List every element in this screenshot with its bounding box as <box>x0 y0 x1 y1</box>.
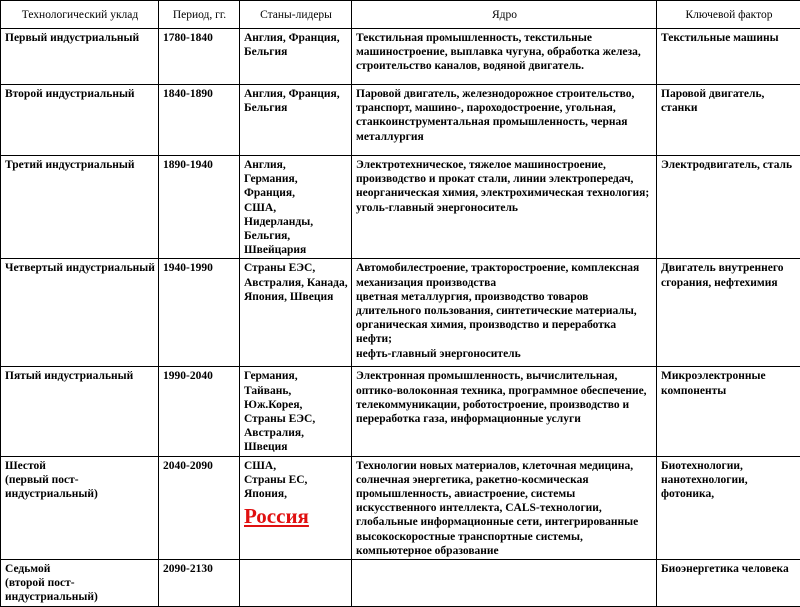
mode-core: Электронная промышленность, вычислительная, оптико-волоконная техника, программное обеспечение, телекоммуникации, роботостроение, производство и переработка газа, информационные услуги <box>352 367 657 456</box>
mode-name: Седьмой (второй пост- индустриальный) <box>1 560 159 607</box>
mode-name: Четвертый индустриальный <box>1 259 159 367</box>
header-leaders: Станы-лидеры <box>240 1 352 29</box>
table-header-row <box>1 1 800 29</box>
mode-period: 1940-1990 <box>159 259 240 367</box>
mode-leaders: Страны ЕЭС, Австралия, Канада, Япония, Швеция <box>240 259 352 367</box>
mode-name: Пятый индустриальный <box>1 367 159 456</box>
mode-period: 1840-1890 <box>159 85 240 156</box>
highlighted-country: Россия <box>244 503 309 529</box>
mode-core: Текстильная промышленность, текстильные машиностроение, выплавка чугуна, обработка железа, строительство каналов, водяной двигатель. <box>352 29 657 85</box>
header-core: Ядро <box>352 1 657 29</box>
mode-core: Электротехническое, тяжелое машиностроение, производство и прокат стали, линии электропередач, неорганическая химия, электрохимическая технология; уголь-главный энергоноситель <box>352 156 657 259</box>
table-row <box>1 156 800 259</box>
mode-key-factor: Паровой двигатель, станки <box>657 85 800 156</box>
mode-period: 2090-2130 <box>159 560 240 607</box>
mode-leaders-cell <box>240 456 352 559</box>
table-row <box>1 367 800 456</box>
header-mode: Технологический уклад <box>1 1 159 29</box>
mode-period: 2040-2090 <box>159 456 240 559</box>
header-key-factor: Ключевой фактор <box>657 1 800 29</box>
header-period: Период, гг. <box>159 1 240 29</box>
mode-period: 1990-2040 <box>159 367 240 456</box>
mode-leaders <box>240 560 352 607</box>
mode-leaders: Германия, Тайвань, Юж.Корея, Страны ЕЭС, Австралия, Швеция <box>240 367 352 456</box>
table-row <box>1 560 800 607</box>
mode-core <box>352 560 657 607</box>
table-row <box>1 29 800 85</box>
table-row <box>1 456 800 559</box>
table-row <box>1 259 800 367</box>
mode-name: Второй индустриальный <box>1 85 159 156</box>
table-row <box>1 85 800 156</box>
mode-core: Паровой двигатель, железнодорожное строительство, транспорт, машино-, пароходостроение, угольная, станкоинструментальная промышленность, черная металлургия <box>352 85 657 156</box>
mode-name: Первый индустриальный <box>1 29 159 85</box>
mode-name: Шестой (первый пост- индустриальный) <box>1 456 159 559</box>
mode-leaders: Англия, Франция, Бельгия <box>240 85 352 156</box>
mode-period: 1890-1940 <box>159 156 240 259</box>
mode-key-factor: Текстильные машины <box>657 29 800 85</box>
mode-key-factor: Биоэнергетика человека <box>657 560 800 607</box>
mode-name: Третий индустриальный <box>1 156 159 259</box>
mode-key-factor: Электродвигатель, сталь <box>657 156 800 259</box>
mode-key-factor: Биотехнологии, нанотехнологии, фотоника, <box>657 456 800 559</box>
mode-core: Технологии новых материалов, клеточная медицина, солнечная энергетика, ракетно-космическая промышленность, авиастроение, системы искусственного интеллекта, CALS-технологии, глобальные информационные сети, интегрированные высокоскоростные транспортные системы, компьютерное образование <box>352 456 657 559</box>
mode-leaders: Англия, Германия, Франция, США, Нидерланды, Бельгия, Швейцария <box>240 156 352 259</box>
mode-leaders: США, Страны ЕС, Япония, <box>244 459 348 502</box>
mode-period: 1780-1840 <box>159 29 240 85</box>
mode-key-factor: Микроэлектронные компоненты <box>657 367 800 456</box>
mode-key-factor: Двигатель внутреннего сгорания, нефтехимия <box>657 259 800 367</box>
mode-leaders: Англия, Франция, Бельгия <box>240 29 352 85</box>
mode-core: Автомобилестроение, тракторостроение, комплексная механизация производства цветная металлургия, производство товаров длительного пользования, синтетические материалы, органическая химия, производство и переработка нефти; нефть-главный энергоноситель <box>352 259 657 367</box>
